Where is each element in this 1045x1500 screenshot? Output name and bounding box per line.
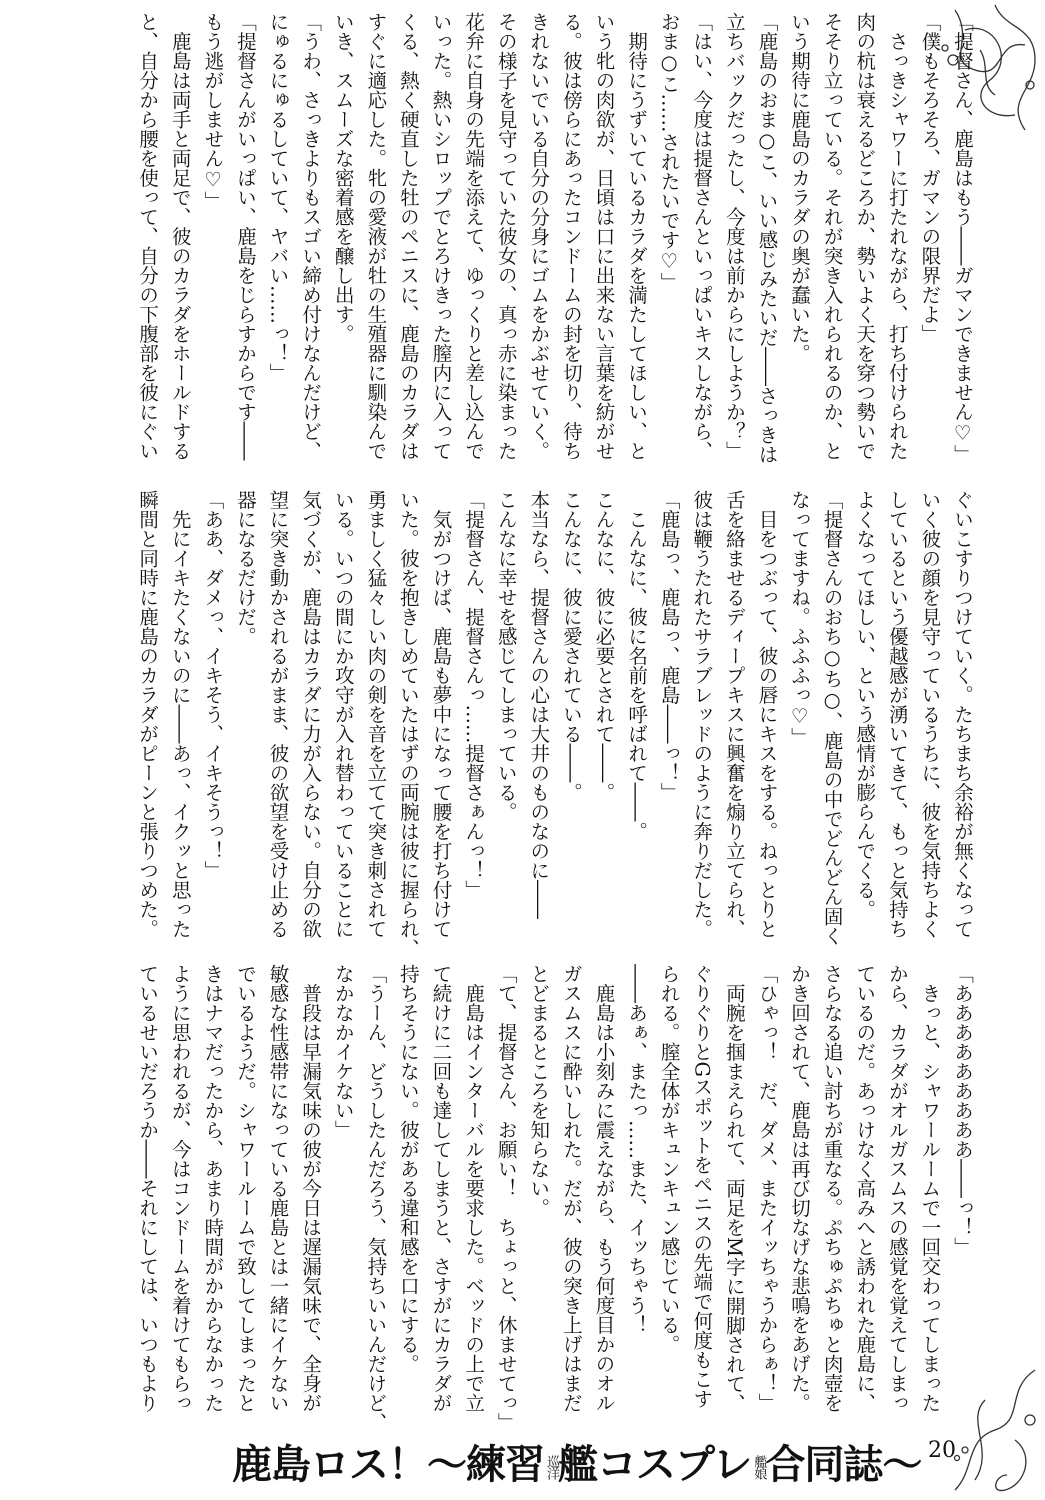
text-line: いう期待に鹿島のカラダの奥が蠢いた。 <box>788 12 812 363</box>
text-line: きっと、シャワールームで一回交わってしまった <box>918 964 942 1413</box>
book-title-part: 合同誌～ <box>765 1442 922 1488</box>
text-line: 「鹿島のおま○こ、いい感じみたいだ――さっきは <box>755 12 779 464</box>
text-line: 勇ましく猛々しい肉の剣を音を立てて突き刺されて <box>364 490 388 939</box>
book-title-small-text: 艦娘 <box>751 1455 767 1479</box>
text-line: 「鹿島っ、鹿島っ、鹿島――っ！」 <box>657 490 681 802</box>
text-line: られる。膣全体がキュンキュン感じている。 <box>657 964 681 1354</box>
page-number: 20 <box>928 1438 956 1463</box>
text-line: よくなってほしい、という感情が膨らんでくる。 <box>853 490 877 919</box>
text-line: おま○こ……されたいです♡」 <box>657 12 681 292</box>
text-line: 「あああああああああ――っ！」 <box>951 964 974 1257</box>
text-line: 「はい、今度は提督さんといっぱいキスしながら、 <box>690 12 714 461</box>
text-line: 普段は早漏気味の彼が今日は遅漏気味で、全身が <box>299 964 323 1413</box>
text-line: こんなに、彼に必要とされて――。 <box>592 490 616 802</box>
text-line: とどまるところを知らない。 <box>527 964 551 1218</box>
text-line: 「ひゃっ！ だ、ダメ、またイッちゃうからぁ！」 <box>755 964 779 1413</box>
text-line: ガスムスに酔いしれた。だが、彼の突き上げはまだ <box>559 964 583 1413</box>
text-line: 期待にうずいているカラダを満たしてほしい、と <box>625 12 649 461</box>
text-line: かき回されて、鹿島は再び切なげな悲鳴をあげた。 <box>788 964 812 1413</box>
text-line: ているのだ。あっけなく高みへと誘われた鹿島に、 <box>853 964 877 1413</box>
text-line: 両腕を掴まえられて、両足をM字に開脚されて、 <box>722 964 746 1413</box>
text-tier-middle <box>128 490 978 960</box>
text-line: ぐりぐりとGスポットをペニスの先端で何度もこす <box>690 964 714 1409</box>
text-line: 彼は鞭うたれたサラブレッドのように奔りだした。 <box>690 490 714 939</box>
text-line: すぐに適応した。牝の愛液が牡の生殖器に馴染んで <box>364 12 388 461</box>
text-line: 気がつけば、鹿島も夢中になって腰を打ち付けて <box>429 490 453 939</box>
text-tier-top <box>128 12 978 482</box>
book-title <box>232 1442 921 1488</box>
text-line: 器になるだけだ。 <box>233 490 257 646</box>
text-line: さらなる追い討ちが重なる。ぷちゅぷちゅと肉壺を <box>820 964 844 1413</box>
book-title-part: 艦コスプレ <box>558 1442 752 1488</box>
text-line: 鹿島は小刻みに震えながら、もう何度目かのオル <box>592 964 616 1413</box>
text-line: 瞬間と同時に鹿島のカラダがピーンと張りつめた。 <box>136 490 160 939</box>
text-line: 舌を絡ませるディープキスに興奮を煽り立てられ、 <box>722 490 746 939</box>
book-title-part: 鹿島ロス！～練習 <box>232 1442 544 1488</box>
text-line: 気づくが、鹿島はカラダに力が入らない。自分の欲 <box>299 490 323 939</box>
text-line: いき、スムーズな密着感を醸し出す。 <box>331 12 355 344</box>
text-line: いう牝の肉欲が、日頃は口に出来ない言葉を紡がせ <box>592 12 616 461</box>
text-line: その様子を見守っていた彼女の、真っ赤に染まった <box>494 12 518 461</box>
text-line: 本当なら、提督さんの心は大井のものなのに―― <box>527 490 551 919</box>
text-line: 花弁に自身の先端を添えて、ゆっくりと差し込んで <box>462 12 486 461</box>
text-line: こんなに幸せを感じてしまっている。 <box>494 490 518 822</box>
text-line: いく彼の顔を見守っているうちに、彼を気持ちよく <box>918 490 942 939</box>
text-line: ――あぁ、またっ……また、イッちゃう！ <box>625 964 649 1335</box>
text-line: でいるようだ。シャワールームで致してしまったと <box>233 964 257 1413</box>
text-line: そそり立っている。それが突き入れられるのか、と <box>820 12 844 461</box>
text-line: いる。いつの間にか攻守が入れ替わっていることに <box>331 490 355 939</box>
text-line: 「て、提督さん、お願い！ ちょっと、休ませてっ」 <box>494 964 518 1432</box>
text-line: 望に突き動かされるがまま、彼の欲望を受け止める <box>266 490 290 939</box>
text-line: くる、熱く硬直した牡のペニスに、鹿島のカラダは <box>396 12 420 461</box>
text-line: こんなに、彼に愛されている――。 <box>559 490 583 802</box>
text-line: もう逃がしません♡」 <box>201 12 225 211</box>
text-line: こんなに、彼に名前を呼ばれて――。 <box>625 490 649 841</box>
text-line: 持ちそうにない。彼がある違和感を口にする。 <box>396 964 420 1374</box>
text-line: なってますね。ふふふっ♡」 <box>788 490 812 747</box>
text-line: 鹿島はインターバルを要求した。ベッドの上で立 <box>462 964 486 1413</box>
book-title-small-text: 巡洋 <box>544 1455 559 1479</box>
text-line: 「提督さんがいっぱい、鹿島をじらすからです―― <box>233 12 257 461</box>
text-tier-bottom <box>128 964 978 1434</box>
text-line: 敏感な性感帯になっている鹿島とは一緒にイケない <box>266 964 290 1413</box>
text-line: ように思われるが、今はコンドームを着けてもらっ <box>168 964 192 1413</box>
text-line: 「ああ、ダメっ、イキそう、イキそうっ！」 <box>201 490 225 880</box>
text-line: いった。熱いシロップでとろけきった膣内に入って <box>429 12 453 461</box>
text-line: にゅるにゅるしていて、ヤバい……っ！」 <box>266 12 290 383</box>
text-line: る。彼は傍らにあったコンドームの封を切り、待ち <box>559 12 583 461</box>
text-line: 「僕もそろそろ、ガマンの限界だよ」 <box>918 12 942 344</box>
text-line: と、自分から腰を使って、自分の下腹部を彼にぐい <box>136 12 160 461</box>
text-line: 「うーん、どうしたんだろう、気持ちいいんだけど、 <box>364 964 388 1432</box>
text-line: 肉の杭は衰えるどころか、勢いよく天を穿つ勢いで <box>853 12 877 461</box>
text-line: ぐいこすりつけていく。たちまち余裕が無くなって <box>951 490 974 939</box>
text-line: きはナマだったから、あまり時間がかからなかった <box>201 964 225 1413</box>
text-line: 「提督さんのおち○ち○、鹿島の中でどんどん固く <box>820 490 844 946</box>
text-line: 立ちバックだったし、今度は前からにしようか？」 <box>722 12 746 461</box>
text-line: さっきシャワーに打たれながら、打ち付けられた <box>885 12 909 461</box>
text-line: 目をつぶって、彼の唇にキスをする。ねっとりと <box>755 490 779 939</box>
text-line: いた。彼を抱きしめていたはずの両腕は彼に握られ、 <box>396 490 420 958</box>
text-line: きれないでいる自分の分身にゴムをかぶせていく。 <box>527 12 551 461</box>
text-line: 「うわ、さっきよりもスゴい締め付けなんだけど、 <box>299 12 323 461</box>
text-line: 鹿島は両手と両足で、彼のカラダをホールドする <box>168 12 192 461</box>
text-line: なかなかイケない」 <box>331 964 355 1140</box>
text-line: 「提督さん、鹿島はもう――ガマンできません♡」 <box>951 12 974 464</box>
text-line: て続けに二回も達してしまうと、さすがにカラダが <box>429 964 453 1413</box>
text-line: しているという優越感が湧いてきて、もっと気持ち <box>885 490 909 939</box>
text-line: ているせいだろうか――それにしては、いつもより <box>136 964 160 1413</box>
text-line: 先にイキたくないのに――あっ、イクッと思った <box>168 490 192 939</box>
text-line: 「提督さん、提督さんっ……提督さぁんっ！」 <box>462 490 486 900</box>
text-line: から、カラダがオルガスムスの感覚を覚えてしまっ <box>885 964 909 1413</box>
